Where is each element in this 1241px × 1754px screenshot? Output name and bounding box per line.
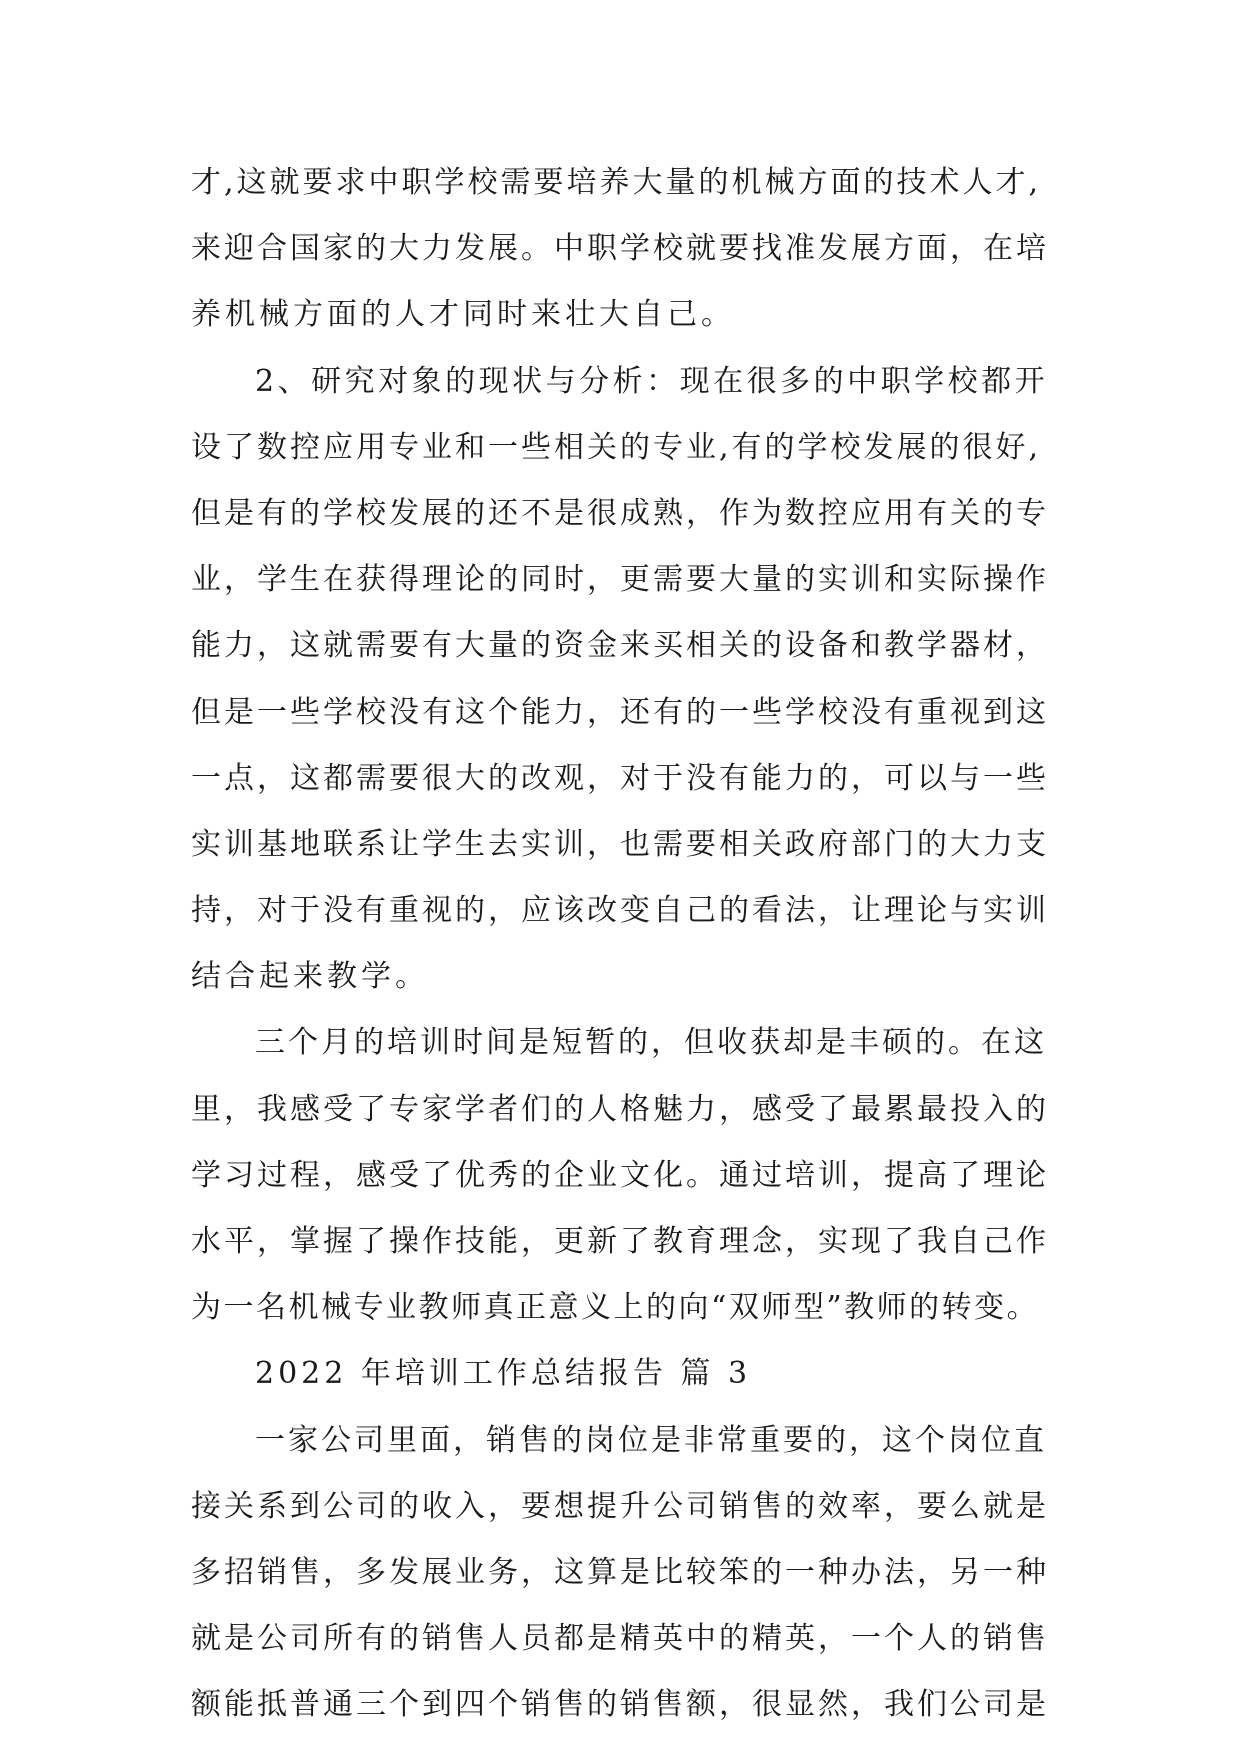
text-line: 但是一些学校没有这个能力，还有的一些学校没有重视到这 bbox=[191, 694, 1049, 730]
text-line: 持，对于没有重视的，应该改变自己的看法，让理论与实训 bbox=[191, 893, 1049, 929]
text-line: 设了数控应用专业和一些相关的专业,有的学校发展的很好, bbox=[191, 429, 1042, 465]
text-line: 来迎合国家的大力发展。中职学校就要找准发展方面，在培 bbox=[191, 231, 1049, 267]
text-line: 养机械方面的人才同时来壮大自己。 bbox=[191, 297, 735, 333]
text-line: 学习过程，感受了优秀的企业文化。通过培训，提高了理论 bbox=[191, 1157, 1049, 1193]
text-line: 一家公司里面，销售的岗位是非常重要的，这个岗位直 bbox=[255, 1422, 1047, 1458]
text-line: 额能抵普通三个到四个销售的销售额，很显然，我们公司是 bbox=[191, 1687, 1049, 1723]
text-line: 但是有的学校发展的还不是很成熟，作为数控应用有关的专 bbox=[191, 495, 1049, 531]
text-line: 多招销售，多发展业务，这算是比较笨的一种办法，另一种 bbox=[191, 1554, 1049, 1590]
text-line: 2、研究对象的现状与分析：现在很多的中职学校都开 bbox=[255, 363, 1049, 399]
text-line: 业，学生在获得理论的同时，更需要大量的实训和实际操作 bbox=[191, 562, 1049, 598]
text-line: 才,这就要求中职学校需要培养大量的机械方面的技术人才, bbox=[191, 165, 1042, 200]
text-line: 里，我感受了专家学者们的人格魅力，感受了最累最投入的 bbox=[191, 1091, 1049, 1127]
text-line: 接关系到公司的收入，要想提升公司销售的效率，要么就是 bbox=[191, 1488, 1049, 1524]
document-body bbox=[191, 150, 1051, 1739]
text-line: 三个月的培训时间是短暂的，但收获却是丰硕的。在这 bbox=[255, 1025, 1047, 1061]
text-line: 水平，掌握了操作技能，更新了教育理念，实现了我自己作 bbox=[191, 1224, 1049, 1259]
text-line: 能力，这就需要有大量的资金来买相关的设备和教学器材， bbox=[191, 628, 1049, 664]
text-line: 结合起来教学。 bbox=[191, 959, 429, 995]
text-line: 为一名机械专业教师真正意义上的向“双师型”教师的转变。 bbox=[191, 1290, 1040, 1326]
text-line: 2022 年培训工作总结报告 篇 3 bbox=[255, 1356, 752, 1392]
text-line: 就是公司所有的销售人员都是精英中的精英，一个人的销售 bbox=[191, 1621, 1049, 1657]
text-line: 一点，这都需要很大的改观，对于没有能力的，可以与一些 bbox=[191, 760, 1049, 796]
text-line: 实训基地联系让学生去实训，也需要相关政府部门的大力支 bbox=[191, 826, 1049, 862]
